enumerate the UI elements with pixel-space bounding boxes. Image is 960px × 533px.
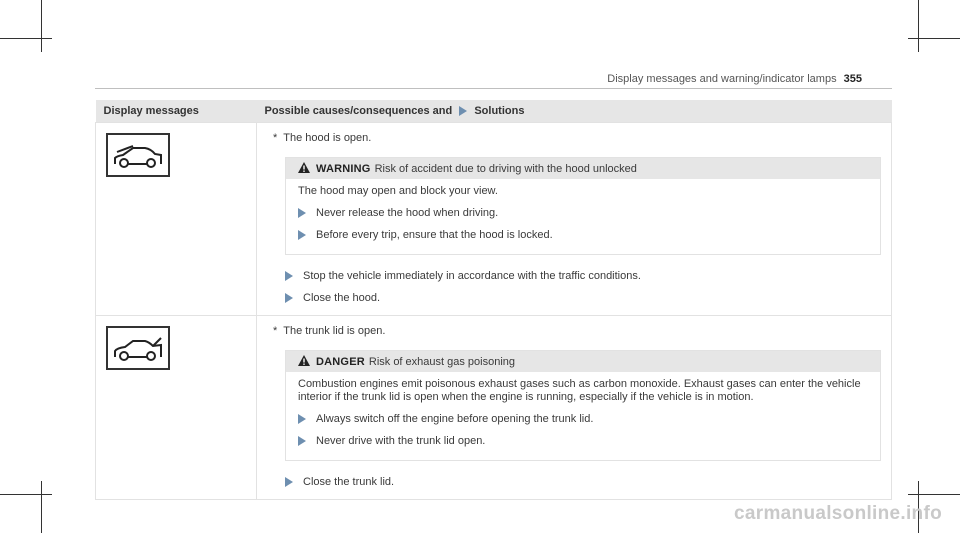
solution-step: Stop the vehicle immediately in accordance with the traffic conditions. [285, 269, 881, 283]
warning-text: The hood may open and block your view. [298, 185, 498, 197]
warning-triangle-icon [298, 355, 310, 369]
arrow-icon [298, 230, 306, 240]
arrow-icon [285, 477, 293, 487]
danger-keyword: DANGER [316, 355, 365, 368]
hood-open-icon [106, 133, 170, 177]
table-row [96, 316, 892, 500]
running-header [607, 73, 862, 85]
crop-mark [918, 0, 919, 52]
warning-keyword: WARNING [316, 162, 371, 175]
trunk-open-icon [106, 326, 170, 370]
display-messages-table [95, 100, 892, 500]
table-header-row [96, 100, 892, 123]
arrow-icon [285, 271, 293, 281]
warning-header [286, 158, 880, 179]
cause-text: * The trunk lid is open. [273, 325, 386, 337]
solution-step: Close the hood. [285, 291, 881, 305]
icon-cell [96, 123, 257, 316]
crop-mark [908, 38, 960, 39]
watermark: carmanualsonline.info [734, 503, 942, 524]
crop-mark [0, 494, 52, 495]
danger-box [285, 350, 881, 461]
danger-step: Always switch off the engine before opening the trunk lid. [298, 412, 868, 426]
arrow-icon [298, 414, 306, 424]
warning-step: Before every trip, ensure that the hood is locked. [298, 228, 868, 242]
danger-title: Risk of exhaust gas poisoning [368, 355, 516, 368]
col-display-messages: Display messages [96, 100, 257, 123]
warning-step: Never release the hood when driving. [298, 206, 868, 220]
warning-triangle-icon [298, 162, 310, 176]
solution-step: Close the trunk lid. [285, 475, 881, 489]
solution-cell [257, 316, 892, 500]
crop-mark [41, 481, 42, 533]
arrow-icon [459, 106, 467, 116]
crop-mark [908, 494, 960, 495]
arrow-icon [285, 293, 293, 303]
danger-step: Never drive with the trunk lid open. [298, 434, 868, 448]
arrow-icon [298, 436, 306, 446]
table-row [96, 123, 892, 316]
crop-mark [0, 38, 52, 39]
header-rule [95, 88, 892, 89]
solution-cell [257, 123, 892, 316]
col-causes-solutions: Possible causes/consequences and Solutions [257, 100, 892, 123]
cause-text: * The hood is open. [273, 132, 372, 144]
icon-cell [96, 316, 257, 500]
crop-mark [41, 0, 42, 52]
page-number: 355 [843, 73, 862, 85]
arrow-icon [298, 208, 306, 218]
warning-box [285, 157, 881, 255]
danger-header [286, 351, 880, 372]
warning-title: Risk of accident due to driving with the hood unlocked [374, 162, 637, 175]
danger-text: Combustion engines emit poisonous exhaust gases such as carbon monoxide. Exhaust gases can enter the vehicle interior if the trunk lid is open when the engine is running, especially if the vehicle is in motion. [298, 378, 861, 403]
section-title: Display messages and warning/indicator lamps [607, 73, 837, 85]
